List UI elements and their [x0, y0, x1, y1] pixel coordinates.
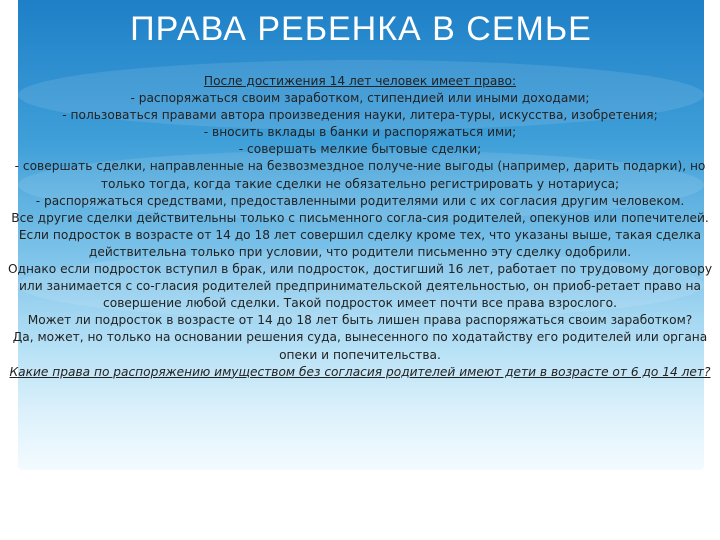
paragraph: - распоряжаться своим заработком, стипендией или иными доходами; — [130, 91, 590, 106]
paragraph: Может ли подросток в возрасте от 14 до 18 лет быть лишен права распоряжаться своим заработком? — [27, 313, 693, 328]
paragraph: Все другие сделки действительны только с письменного согла-сия родителей, опекунов или попечителей. Если подросток в возрасте от 14 до 18 лет совершил сделку кроме тех, что указаны выше, такая сделка действительна только при условии, что родители письменно эту сделку одобрили. — [11, 210, 709, 259]
question-line: Какие права по распоряжению имуществом без согласия родителей имеют дети в возрасте от 6 до 14 лет? — [9, 364, 711, 379]
paragraph: - пользоваться правами автора произведения науки, литера-туры, искусства, изобретения; — [62, 108, 658, 123]
slide-body — [4, 73, 716, 381]
paragraph: - совершать мелкие бытовые сделки; — [238, 142, 482, 157]
paragraph: Однако если подросток вступил в брак, или подросток, достигший 16 лет, работает по трудовому договору или занимается с со-гласия родителей предпринимательской деятельностью, он приоб-ретает право на совершение любой сделки. Такой подросток имеет почти все права взрослого. — [7, 262, 713, 311]
intro-line: После достижения 14 лет человек имеет право: — [203, 74, 517, 88]
paragraph: - распоряжаться средствами, предоставленными родителями или с их согласия другим человеком. — [35, 193, 685, 208]
paragraph: - вносить вклады в банки и распоряжаться ими; — [203, 125, 517, 140]
slide-title: ПРАВА РЕБЕНКА В СЕМЬЕ — [130, 10, 592, 48]
paragraph: - совершать сделки, направленные на безвозмездное получе-ние выгоды (например, дарить подарки), но только тогда, когда такие сделки не обязательно регистрировать у нотариуса; — [14, 159, 706, 191]
paragraph: Да, может, но только на основании решения суда, вынесенного по ходатайству его родителей или органа опеки и попечительства. — [12, 330, 708, 362]
